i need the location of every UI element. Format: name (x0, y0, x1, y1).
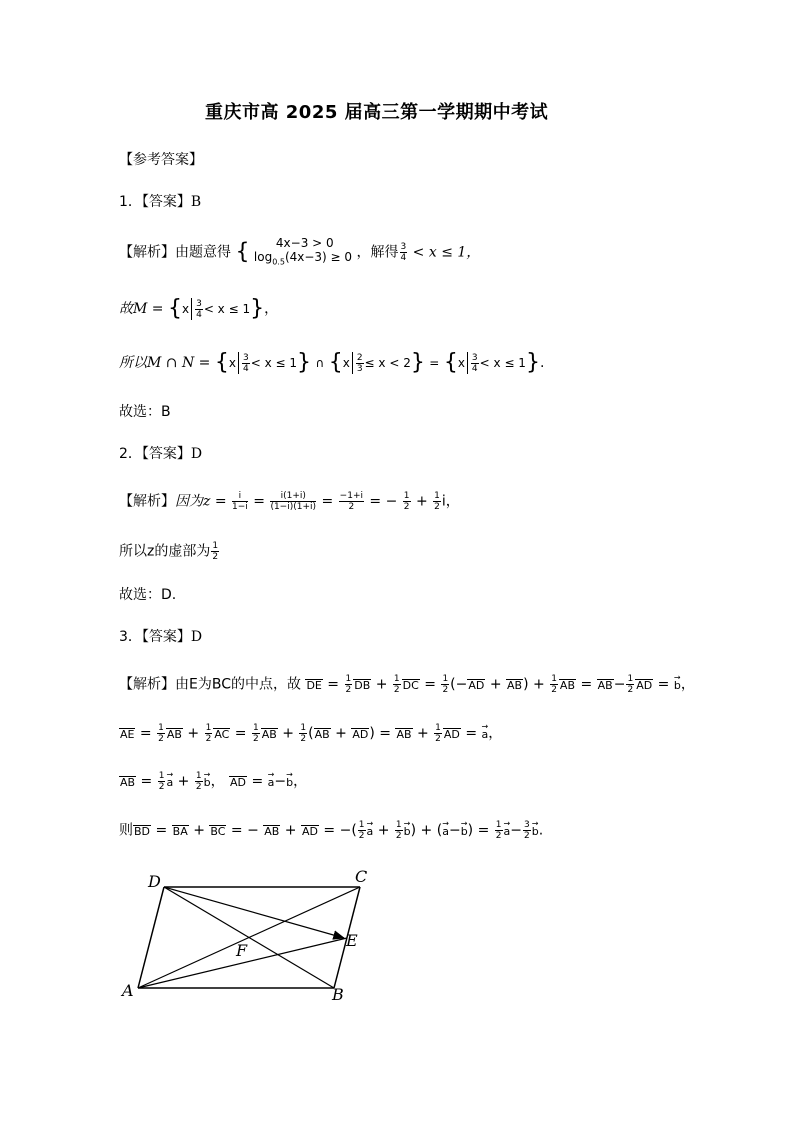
page-title: 重庆市高 2025 届高三第一学期期中考试 (205, 102, 549, 123)
q2-analysis: 【解析】因为z = $\frac{i}{1-i}$ = $\frac{i(1+i)}{(1-i)(1+i)}$ = $\frac{-1+i}{2}$ = − $\frac{1}{2}$ + $\frac{1}{2}$ i， (119, 491, 460, 512)
parallelogram-diagram (110, 860, 390, 1010)
label-C: C (355, 867, 368, 886)
q2-choice: 故选：D. (119, 587, 177, 603)
vector-DE-arrow (164, 887, 344, 938)
q1-analysis-line2: 故M = {x $\frac{3}{4}$ < x ≤ 1}， (119, 296, 279, 321)
q1-choice: 故选：B (119, 404, 171, 420)
label-B: B (332, 985, 344, 1004)
section-header: 【参考答案】 (119, 152, 203, 168)
left-brace: { (235, 239, 250, 265)
label-D: D (148, 872, 161, 891)
q1-answer: 1．【答案】B (119, 194, 202, 210)
q3-analysis-line3: AB = $\frac{1}{2}$ → a + $\frac{1}{2}$ → b， AD = → a−→ b， (119, 771, 307, 792)
label-F: F (236, 941, 248, 960)
label-A: A (122, 981, 134, 1000)
edge-AD (138, 887, 164, 988)
q3-analysis-line2: AE = $\frac{1}{2}$ AB + $\frac{1}{2}$ AC = $\frac{1}{2}$ AB + $\frac{1}{2}$ (AB + AD) = AB + $\frac{1}{2}$ AD = → a， (119, 723, 502, 744)
q3-analysis-line1: 【解析】由E为BC的中点，故 DE = $\frac{1}{2}$ DB + $\frac{1}{2}$ DC = $\frac{1}{2}$ (−AD + AB) + $\frac{1}{2}$ AB = AB− $\frac{1}{2}$ AD = → b， (119, 674, 695, 695)
q1-analysis-line3: 所以M ∩ N = {x $\frac{3}{4}$ < x ≤ 1} ∩ {x $\frac{2}{3}$ ≤ x < 2} = {x $\frac{3}{4}$ < x ≤ 1}. (119, 350, 545, 375)
q1-analysis-line1: 【解析】由题意得 { 4x−3 > 0 $\log_{0.5}(4x-3) \ge 0$ ，解得 $\frac{3}{4}$ < x ≤ 1， (119, 236, 480, 269)
q3-answer: 3．【答案】D (119, 629, 203, 645)
label-E: E (346, 931, 358, 950)
diagonal-DB (164, 887, 334, 988)
fraction: $\frac{3}{4}$ (400, 242, 407, 264)
q2-imag: 所以z的虚部为 $\frac{1}{2}$ (119, 541, 219, 562)
inequality-system: 4x−3 > 0 $\log_{0.5}(4x-3) \ge 0$ (253, 236, 353, 267)
q3-analysis-line4: 则BD = BA + BC = − AB + AD = −( $\frac{1}{2}$ → a + $\frac{1}{2}$ → b) + (→ a−→ b) = $\frac{1}{2}$ → a− $\frac{3}{2}$ → b. (119, 820, 543, 841)
q2-answer: 2．【答案】D (119, 446, 203, 462)
